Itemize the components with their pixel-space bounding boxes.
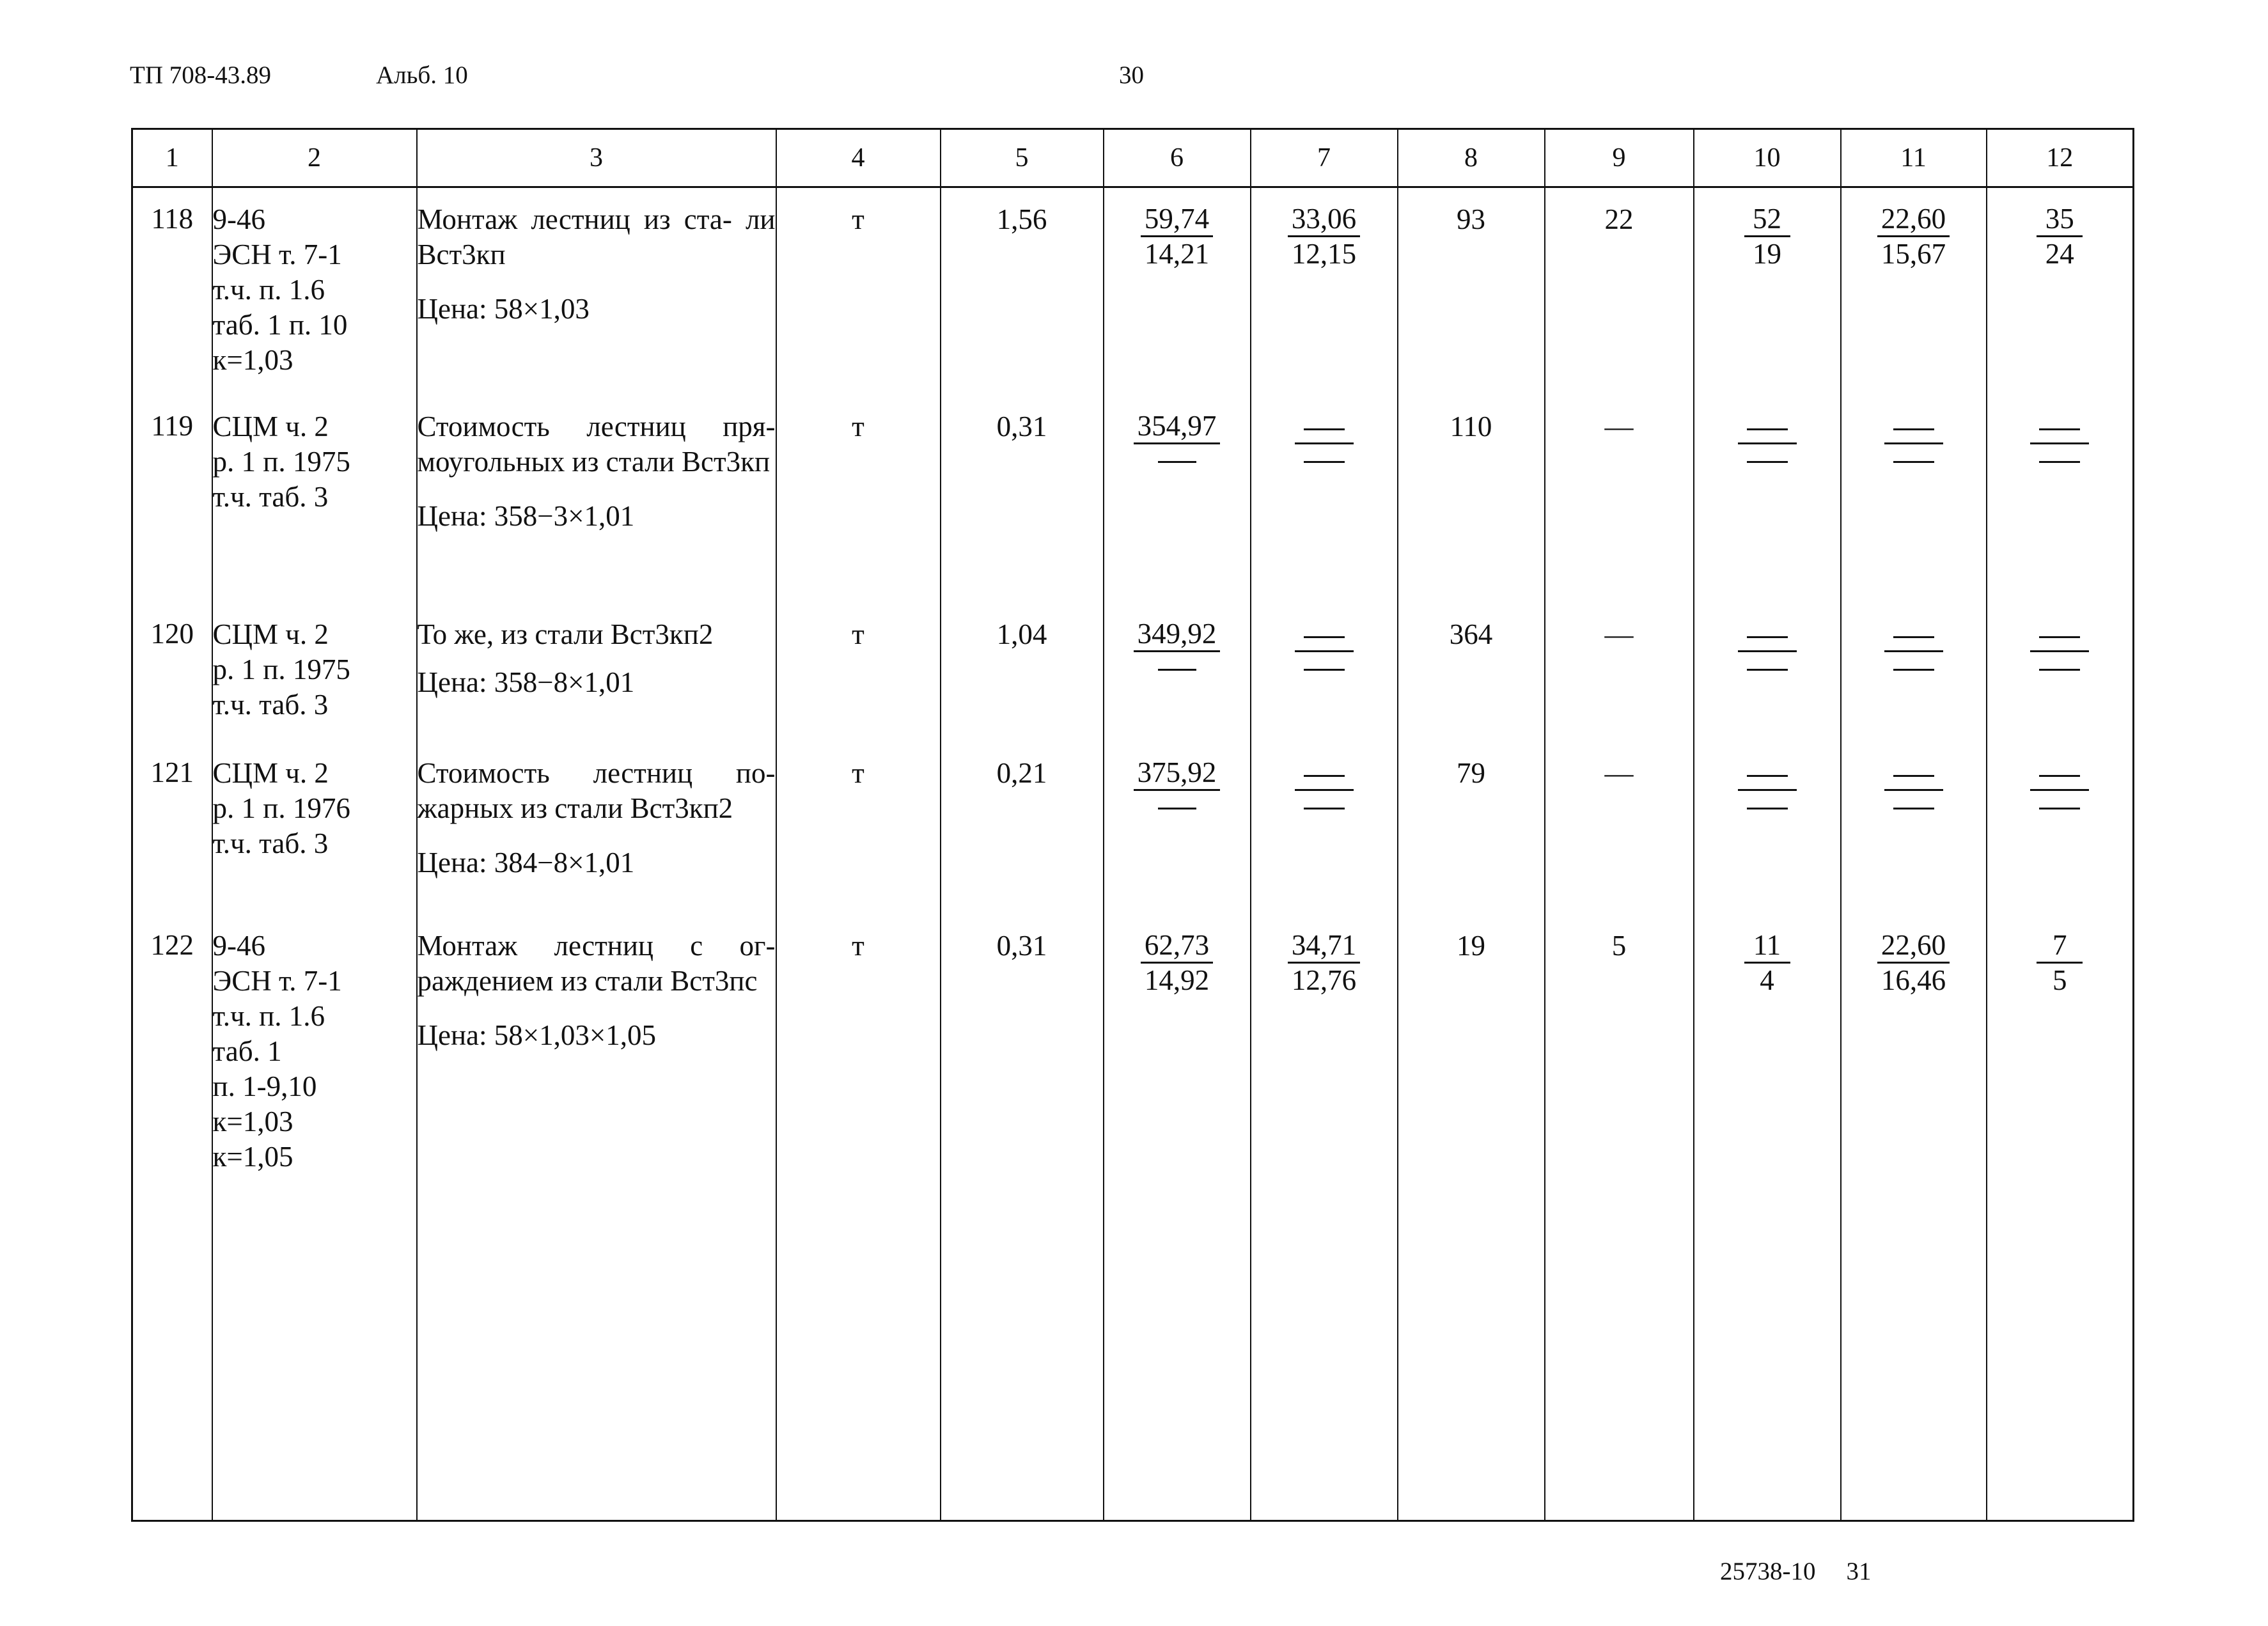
col9-value: 5 — [1545, 914, 1694, 1521]
page-header — [130, 61, 1185, 99]
quantity: 0,21 — [941, 742, 1104, 914]
table-row — [132, 603, 2134, 742]
quantity: 0,31 — [941, 914, 1104, 1521]
column-header: 3 — [417, 129, 776, 187]
unit: т — [776, 603, 941, 742]
column-header: 10 — [1694, 129, 1841, 187]
quantity: 1,04 — [941, 603, 1104, 742]
row-number: 119 — [132, 395, 212, 603]
order-number: 25738-10 — [1720, 1558, 1816, 1585]
document-code: ТП 708-43.89 — [130, 61, 271, 89]
col12-value — [1987, 603, 2134, 742]
col6-value: 375,92 — [1104, 742, 1251, 914]
page-number: 30 — [1119, 61, 1144, 89]
unit: т — [776, 742, 941, 914]
col11-value — [1841, 395, 1987, 603]
col8-value: 110 — [1398, 395, 1545, 603]
col7-value — [1251, 742, 1398, 914]
col11-value — [1841, 742, 1987, 914]
col7-value — [1251, 603, 1398, 742]
page-footer — [1720, 1557, 1902, 1586]
table-row — [132, 914, 2134, 1521]
col10-value: $\frac{11}{4}$ — [1694, 914, 1841, 1521]
col9-value: — — [1545, 742, 1694, 914]
norm-reference: СЦМ ч. 2 р. 1 п. 1975 т.ч. таб. 3 — [212, 603, 417, 742]
column-header: 7 — [1251, 129, 1398, 187]
work-description: Стоимость лестниц пря- моугольных из стали Вст3кп Цена: 358−3×1,01 — [417, 395, 776, 603]
norm-reference: 9-46 ЭСН т. 7-1 т.ч. п. 1.6 таб. 1 п. 1-9,10 к=1,03 к=1,05 — [212, 914, 417, 1521]
price-formula: Цена: 358−3×1,01 — [417, 499, 635, 532]
row-number: 120 — [132, 603, 212, 742]
col9-value: — — [1545, 603, 1694, 742]
norm-reference: СЦМ ч. 2 р. 1 п. 1975 т.ч. таб. 3 — [212, 395, 417, 603]
col10-value: $\frac{52}{19}$ — [1694, 187, 1841, 395]
column-header: 9 — [1545, 129, 1694, 187]
album-number: Альб. 10 — [376, 61, 468, 89]
column-header: 1 — [132, 129, 212, 187]
col7-value: $\frac{34,71}{12,76}$ — [1251, 914, 1398, 1521]
column-header: 11 — [1841, 129, 1987, 187]
col6-value: 354,97 — [1104, 395, 1251, 603]
col6-value: $\frac{59,74}{14,21}$ — [1104, 187, 1251, 395]
column-header: 5 — [941, 129, 1104, 187]
column-header: 8 — [1398, 129, 1545, 187]
column-number-row — [132, 129, 2134, 187]
col10-value — [1694, 395, 1841, 603]
col11-value — [1841, 603, 1987, 742]
col10-value — [1694, 742, 1841, 914]
quantity: 0,31 — [941, 395, 1104, 603]
col11-value: $\frac{22,60}{16,46}$ — [1841, 914, 1987, 1521]
column-header: 12 — [1987, 129, 2134, 187]
col10-value — [1694, 603, 1841, 742]
col6-value: 349,92 — [1104, 603, 1251, 742]
col8-value: 19 — [1398, 914, 1545, 1521]
column-header: 6 — [1104, 129, 1251, 187]
col7-value — [1251, 395, 1398, 603]
table-row — [132, 742, 2134, 914]
col12-value — [1987, 395, 2134, 603]
price-formula: Цена: 384−8×1,01 — [417, 846, 635, 879]
col12-value: $\frac{35}{24}$ — [1987, 187, 2134, 395]
work-description: Монтаж лестниц с ог- раждением из стали Вст3пс Цена: 58×1,03×1,05 — [417, 914, 776, 1521]
unit: т — [776, 187, 941, 395]
quantity: 1,56 — [941, 187, 1104, 395]
work-description: Стоимость лестниц по- жарных из стали Вст3кп2 Цена: 384−8×1,01 — [417, 742, 776, 914]
norm-reference: СЦМ ч. 2 р. 1 п. 1976 т.ч. таб. 3 — [212, 742, 417, 914]
sheet-number: 31 — [1846, 1558, 1872, 1585]
col12-value — [1987, 742, 2134, 914]
work-description: Монтаж лестниц из ста- ли Вст3кп Цена: 58×1,03 — [417, 187, 776, 395]
col8-value: 79 — [1398, 742, 1545, 914]
col7-value: $\frac{33,06}{12,15}$ — [1251, 187, 1398, 395]
price-formula: Цена: 358−8×1,01 — [417, 666, 635, 698]
col9-value: — — [1545, 395, 1694, 603]
column-header: 4 — [776, 129, 941, 187]
table-row — [132, 395, 2134, 603]
table-row — [132, 187, 2134, 395]
price-formula: Цена: 58×1,03 — [417, 293, 590, 325]
row-number: 122 — [132, 914, 212, 1521]
col6-value: $\frac{62,73}{14,92}$ — [1104, 914, 1251, 1521]
row-number: 118 — [132, 187, 212, 395]
norm-reference: 9-46 ЭСН т. 7-1 т.ч. п. 1.6 таб. 1 п. 10 к=1,03 — [212, 187, 417, 395]
work-description: То же, из стали Вст3кп2 Цена: 358−8×1,01 — [417, 603, 776, 742]
unit: т — [776, 395, 941, 603]
col11-value: $\frac{22,60}{15,67}$ — [1841, 187, 1987, 395]
price-formula: Цена: 58×1,03×1,05 — [417, 1019, 657, 1051]
col9-value: 22 — [1545, 187, 1694, 395]
row-number: 121 — [132, 742, 212, 914]
estimate-table — [131, 128, 2134, 1522]
col12-value: $\frac{7}{5}$ — [1987, 914, 2134, 1521]
unit: т — [776, 914, 941, 1521]
col8-value: 364 — [1398, 603, 1545, 742]
column-header: 2 — [212, 129, 417, 187]
col8-value: 93 — [1398, 187, 1545, 395]
